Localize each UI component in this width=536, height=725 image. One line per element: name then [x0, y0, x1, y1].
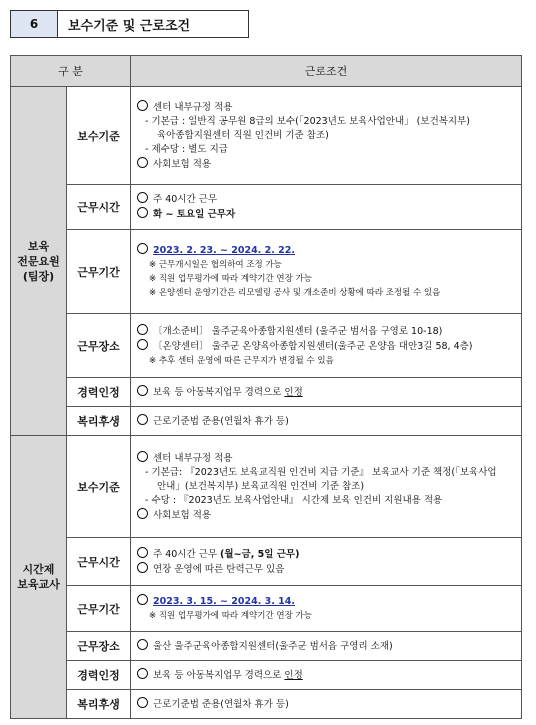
- circle-bullet-icon: [137, 324, 148, 335]
- circle-bullet-icon: [137, 562, 148, 573]
- row-label: 복리후생: [67, 407, 131, 436]
- circle-bullet-icon: [137, 192, 148, 203]
- conditions-header: 근로조건: [131, 56, 522, 87]
- table-row: [11, 538, 522, 586]
- row-content: 센터 내부규정 적용 - 기본급 : 일반직 공무원 8급의 보수(「2023년도 보육사업안내」 (보건복지부) 육아종합지원센터 직원 인건비 기준 참조) - 제수당 : 별도 지급 사회보험 적용: [131, 87, 522, 185]
- table-row: [11, 185, 522, 230]
- group-label-part-time-teacher: 시간제 보육교사: [11, 436, 67, 719]
- period-date: 2023. 2. 23. ~ 2024. 2. 22.: [153, 245, 295, 256]
- circle-bullet-icon: [137, 451, 148, 462]
- row-content: 주 40시간 근무 (월~금, 5일 근무) 연장 운영에 따른 탄력근무 있음: [131, 538, 522, 586]
- row-content: 보육 등 아동복지업무 경력으로 인정: [131, 661, 522, 690]
- section-header: [10, 10, 249, 38]
- circle-bullet-icon: [137, 547, 148, 558]
- circle-bullet-icon: [137, 243, 148, 254]
- circle-bullet-icon: [137, 668, 148, 679]
- circle-bullet-icon: [137, 508, 148, 519]
- row-label: 경력인정: [67, 378, 131, 407]
- row-label: 근무시간: [67, 538, 131, 586]
- section-number: 6: [10, 10, 58, 38]
- row-label: 보수기준: [67, 87, 131, 185]
- table-row: [11, 661, 522, 690]
- row-content: 근로기준법 준용(연월차 휴가 등): [131, 407, 522, 436]
- row-label: 근무장소: [67, 314, 131, 378]
- row-content: 2023. 3. 15. ~ 2024. 3. 14. ※ 직원 업무평가에 따라 계약기간 연장 가능: [131, 586, 522, 632]
- row-content: 근로기준법 준용(연월차 휴가 등): [131, 690, 522, 719]
- table-row: [11, 87, 522, 185]
- table-row: [11, 378, 522, 407]
- circle-bullet-icon: [137, 207, 148, 218]
- row-content: 보육 등 아동복지업무 경력으로 인정: [131, 378, 522, 407]
- circle-bullet-icon: [137, 639, 148, 650]
- table-row: [11, 632, 522, 661]
- section-title: 보수기준 및 근로조건: [58, 10, 249, 38]
- table-row: [11, 690, 522, 719]
- row-label: 근무시간: [67, 185, 131, 230]
- table-row: [11, 407, 522, 436]
- table-row: [11, 436, 522, 538]
- row-label: 복리후생: [67, 690, 131, 719]
- period-date: 2023. 3. 15. ~ 2024. 3. 14.: [153, 596, 295, 607]
- row-label: 보수기준: [67, 436, 131, 538]
- table-header-row: [11, 56, 522, 87]
- row-label: 근무장소: [67, 632, 131, 661]
- circle-bullet-icon: [137, 594, 148, 605]
- row-label: 근무기간: [67, 586, 131, 632]
- category-header: 구 분: [11, 56, 131, 87]
- circle-bullet-icon: [137, 414, 148, 425]
- row-content: 주 40시간 근무 화 ~ 토요일 근무자: [131, 185, 522, 230]
- row-content: 〔개소준비〕 울주군육아종합지원센터 (울주군 범서읍 구영로 10-18) 〔온양센터〕 울주군 온양육아종합지원센터(울주군 온양읍 대안3길 58, 4층) ※ 추후 센터 운영에 따른 근무지가 변경될 수 있음: [131, 314, 522, 378]
- table-row: [11, 586, 522, 632]
- row-content: 센터 내부규정 적용 - 기본급: 『2023년도 보육교직원 인건비 지급 기준』 보육교사 기준 책정(「보육사업 안내」(보건복지부) 보육교직원 인건비 기준 참조) - 수당 : 『2023년도 보육사업안내』 시간제 보육 인건비 지원내용 적용 사회보험 적용: [131, 436, 522, 538]
- circle-bullet-icon: [137, 385, 148, 396]
- row-content: 울산 울주군육아종합지원센터(울주군 범서읍 구영리 소재): [131, 632, 522, 661]
- circle-bullet-icon: [137, 697, 148, 708]
- row-label: 근무기간: [67, 230, 131, 314]
- row-label: 경력인정: [67, 661, 131, 690]
- table-row: [11, 230, 522, 314]
- circle-bullet-icon: [137, 100, 148, 111]
- circle-bullet-icon: [137, 339, 148, 350]
- working-conditions-table: [10, 55, 522, 719]
- table-row: [11, 314, 522, 378]
- circle-bullet-icon: [137, 157, 148, 168]
- row-content: 2023. 2. 23. ~ 2024. 2. 22. ※ 근무개시일은 협의하여 조정 가능 ※ 직원 업무평가에 따라 계약기간 연장 가능 ※ 온양센터 운영기간은 리모델링 공사 및 개소준비 상황에 따라 조정될 수 있음: [131, 230, 522, 314]
- group-label-specialist: 보육 전문요원 (팀장): [11, 87, 67, 436]
